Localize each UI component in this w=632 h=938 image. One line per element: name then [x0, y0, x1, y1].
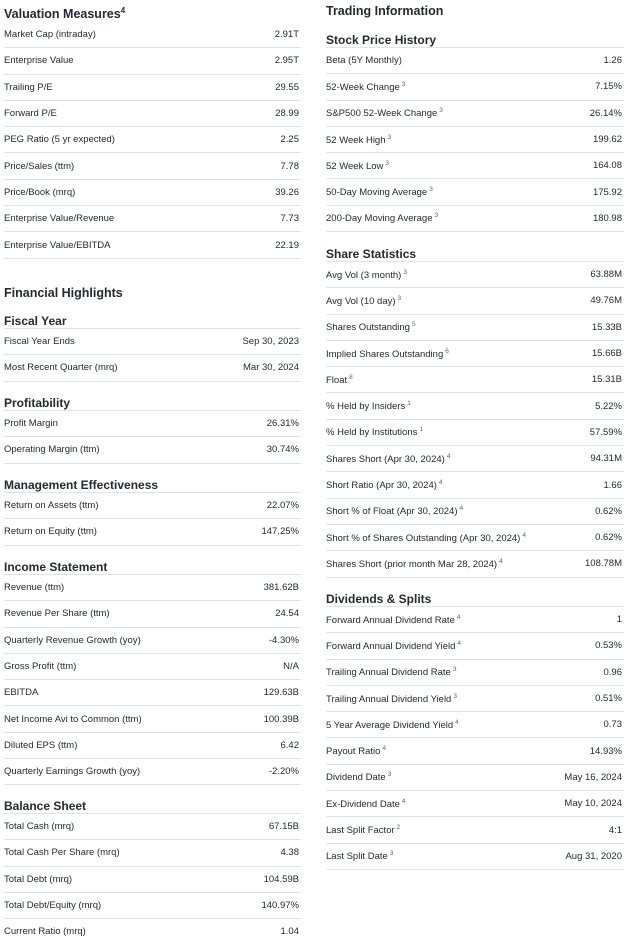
table-row	[4, 101, 301, 127]
table-row	[4, 654, 301, 680]
table-row	[326, 341, 624, 367]
table-row	[4, 893, 301, 919]
table-row	[4, 601, 301, 627]
table-row	[326, 179, 624, 205]
footnote-marker: 3	[403, 268, 407, 276]
row-label: Quarterly Revenue Growth (yoy)	[4, 634, 141, 646]
row-value: 15.31B	[591, 374, 622, 386]
row-label: Trailing P/E	[4, 81, 53, 93]
row-value: 28.99	[275, 108, 299, 120]
table-row	[326, 844, 624, 870]
row-label: Trailing Annual Dividend Rate $^3$	[326, 666, 457, 679]
row-label: Short Ratio (Apr 30, 2024) $^4$	[326, 479, 443, 492]
row-value: 1.66	[603, 479, 622, 491]
management-title: Management Effectiveness	[4, 475, 301, 493]
row-value: 1.26	[603, 55, 622, 67]
row-value: 2.95T	[274, 55, 299, 67]
footnote-marker: 4	[401, 797, 406, 805]
row-label: Implied Shares Outstanding $^6$	[326, 347, 449, 360]
row-label: Price/Book (mrq)	[4, 186, 76, 198]
row-value: 30.74%	[266, 444, 299, 456]
fiscal-year-table	[4, 329, 301, 382]
footnote-marker: 3	[453, 692, 457, 700]
share-stats-table	[326, 262, 624, 578]
table-row	[4, 180, 301, 206]
row-label: Payout Ratio $^4$	[326, 745, 387, 758]
row-label: Total Debt (mrq)	[4, 873, 73, 885]
table-row	[4, 680, 301, 706]
footnote-marker: 3	[389, 850, 394, 858]
income-title: Income Statement	[4, 557, 301, 575]
table-row	[4, 706, 301, 732]
row-label: Short % of Shares Outstanding (Apr 30, 2024) $^4$	[326, 531, 526, 544]
valuation-table	[4, 22, 301, 259]
row-label: Dividend Date $^3$	[326, 771, 392, 784]
row-value: 0.53%	[595, 640, 622, 652]
table-row	[326, 74, 624, 100]
row-value: N/A	[283, 661, 299, 673]
profitability-section	[4, 393, 301, 464]
row-label: Last Split Date $^3$	[326, 850, 394, 863]
row-label: % Held by Institutions $^1$	[326, 426, 423, 439]
row-label: Avg Vol (10 day) $^3$	[326, 294, 402, 307]
row-label: Ex-Dividend Date $^4$	[326, 797, 406, 810]
row-label: PEG Ratio (5 yr expected)	[4, 134, 115, 146]
row-label: 5 Year Average Dividend Yield $^4$	[326, 718, 459, 731]
footnote-marker: 4	[499, 557, 503, 565]
table-row	[326, 633, 624, 659]
table-row	[326, 420, 624, 446]
row-label: Shares Outstanding $^5$	[326, 321, 416, 334]
table-row	[4, 329, 301, 355]
row-value: 2.25	[280, 134, 299, 146]
table-row	[4, 75, 301, 101]
footnote-marker: 3	[434, 212, 439, 220]
footnote-marker: 4	[457, 639, 462, 647]
row-value: -2.20%	[268, 766, 299, 778]
footnote-marker: 3	[397, 294, 402, 302]
table-row	[326, 686, 624, 712]
row-value: 104.59B	[263, 873, 299, 885]
footnote-marker: 4	[522, 531, 526, 539]
share-stats-section	[326, 244, 624, 578]
row-value: 180.98	[592, 212, 622, 224]
row-label: Beta (5Y Monthly)	[326, 55, 402, 67]
row-label: Diluted EPS (ttm)	[4, 739, 78, 751]
income-table	[4, 575, 301, 785]
table-row	[4, 919, 301, 938]
table-row	[326, 101, 624, 127]
table-row	[4, 628, 301, 654]
management-section	[4, 475, 301, 546]
row-label: Total Cash Per Share (mrq)	[4, 847, 120, 859]
valuation-section	[4, 0, 301, 259]
row-label: Fiscal Year Ends	[4, 336, 75, 348]
management-table	[4, 493, 301, 546]
row-label: 52 Week Low $^3$	[326, 159, 390, 172]
row-value: 63.88M	[590, 269, 622, 281]
footnote-marker: 3	[387, 133, 392, 141]
table-row	[326, 551, 624, 577]
table-row	[4, 519, 301, 545]
row-label: Float $^8$	[326, 373, 353, 386]
row-value: 22.07%	[266, 500, 299, 512]
row-value: 140.97%	[261, 900, 299, 912]
row-label: Most Recent Quarter (mrq)	[4, 362, 118, 374]
footnote-marker: 8	[349, 373, 353, 381]
row-value: 14.93%	[589, 745, 622, 757]
row-value: -4.30%	[268, 634, 299, 646]
row-value: May 10, 2024	[564, 798, 622, 810]
row-value: 6.42	[280, 739, 299, 751]
row-label: EBITDA	[4, 687, 39, 699]
footnote-marker: 4	[455, 718, 459, 726]
row-value: 57.59%	[589, 426, 622, 438]
table-row	[326, 153, 624, 179]
dividends-table	[326, 607, 624, 870]
table-row	[4, 867, 301, 893]
row-label: 52-Week Change $^3$	[326, 80, 406, 93]
row-label: Quarterly Earnings Growth (yoy)	[4, 766, 141, 778]
table-row	[326, 48, 624, 74]
table-row	[4, 206, 301, 232]
row-value: 15.66B	[591, 348, 622, 360]
table-row	[4, 232, 301, 258]
row-value: 129.63B	[263, 687, 299, 699]
row-label: Gross Profit (ttm)	[4, 661, 77, 673]
row-value: 49.76M	[590, 295, 622, 307]
table-row	[4, 48, 301, 74]
footnote-marker: 4	[438, 479, 443, 487]
row-value: 147.25%	[261, 526, 299, 538]
table-row	[4, 814, 301, 840]
row-value: 0.73	[603, 719, 622, 731]
financial-highlights-title: Financial Highlights	[4, 286, 123, 300]
footnote-marker: 3	[429, 186, 433, 194]
row-label: Shares Short (Apr 30, 2024) $^4$	[326, 452, 451, 465]
dividends-title: Dividends & Splits	[326, 589, 624, 607]
row-label: Forward Annual Dividend Yield $^4$	[326, 639, 462, 652]
row-value: 39.26	[275, 186, 299, 198]
valuation-title: Valuation Measures$^4$	[4, 6, 126, 21]
table-row	[4, 411, 301, 437]
row-value: 381.62B	[263, 582, 299, 594]
footnote-marker: 4	[456, 613, 461, 621]
table-row	[4, 355, 301, 381]
balance-title: Balance Sheet	[4, 796, 301, 814]
row-value: 1.04	[280, 926, 299, 938]
row-label: % Held by Insiders $^1$	[326, 400, 411, 413]
balance-section	[4, 796, 301, 938]
income-section	[4, 557, 301, 785]
profitability-table	[4, 411, 301, 464]
profitability-title: Profitability	[4, 393, 301, 411]
row-label: Shares Short (prior month Mar 28, 2024) $^4$	[326, 557, 503, 570]
table-row	[326, 712, 624, 738]
footnote-marker: 4	[459, 505, 464, 513]
row-value: 94.31M	[590, 453, 622, 465]
row-label: S&P500 52-Week Change $^3$	[326, 107, 443, 120]
row-value: 5.22%	[595, 400, 622, 412]
row-value: 7.15%	[595, 81, 622, 93]
row-value: 29.55	[275, 81, 299, 93]
table-row	[4, 733, 301, 759]
row-value: 0.96	[603, 666, 622, 678]
table-row	[326, 791, 624, 817]
row-label: Return on Assets (ttm)	[4, 500, 99, 512]
row-label: Operating Margin (ttm)	[4, 444, 100, 456]
footnote-marker: 3	[452, 666, 457, 674]
row-label: Enterprise Value/Revenue	[4, 213, 115, 225]
row-value: 4.38	[280, 847, 299, 859]
row-label: Total Cash (mrq)	[4, 821, 75, 833]
row-label: Total Debt/Equity (mrq)	[4, 900, 102, 912]
table-row	[326, 127, 624, 153]
balance-table	[4, 814, 301, 938]
table-row	[326, 393, 624, 419]
row-label: Short % of Float (Apr 30, 2024) $^4$	[326, 505, 464, 518]
row-value: 175.92	[592, 186, 622, 198]
row-label: Profit Margin	[4, 418, 58, 430]
dividends-section	[326, 589, 624, 870]
table-row	[326, 499, 624, 525]
row-value: Sep 30, 2023	[242, 336, 299, 348]
stock-price-section	[326, 30, 624, 232]
trading-title: Trading Information	[326, 4, 444, 18]
table-row	[326, 738, 624, 764]
row-label: Trailing Annual Dividend Yield $^3$	[326, 692, 457, 705]
row-value: 164.08	[592, 160, 622, 172]
table-row	[326, 607, 624, 633]
row-label: 52 Week High $^3$	[326, 133, 392, 146]
row-value: 26.14%	[589, 107, 622, 119]
stock-price-table	[326, 48, 624, 232]
row-value: 0.62%	[595, 532, 622, 544]
table-row	[326, 206, 624, 232]
table-row	[4, 437, 301, 463]
table-row	[326, 315, 624, 341]
row-label: Avg Vol (3 month) $^3$	[326, 268, 407, 281]
row-label: Forward Annual Dividend Rate $^4$	[326, 613, 461, 626]
row-value: 15.33B	[591, 321, 622, 333]
row-value: Aug 31, 2020	[565, 850, 622, 862]
row-value: 24.54	[275, 608, 299, 620]
table-row	[4, 575, 301, 601]
table-row	[326, 367, 624, 393]
row-value: 67.15B	[268, 821, 299, 833]
stock-price-title: Stock Price History	[326, 30, 624, 48]
row-value: 1	[616, 614, 622, 626]
row-value: 26.31%	[266, 418, 299, 430]
row-label: Current Ratio (mrq)	[4, 926, 86, 938]
row-value: 7.73	[280, 213, 299, 225]
row-value: May 16, 2024	[564, 771, 622, 783]
table-row	[4, 153, 301, 179]
row-value: 199.62	[592, 134, 622, 146]
table-row	[326, 472, 624, 498]
table-row	[326, 817, 624, 843]
row-label: Revenue Per Share (ttm)	[4, 608, 110, 620]
row-value: 2.91T	[274, 29, 299, 41]
row-value: 0.51%	[595, 693, 622, 705]
table-row	[326, 525, 624, 551]
row-label: 200-Day Moving Average $^3$	[326, 212, 439, 225]
footnote-marker: 3	[385, 159, 390, 167]
row-label: Last Split Factor $^2$	[326, 824, 401, 837]
table-row	[326, 446, 624, 472]
table-row	[4, 127, 301, 153]
row-label: Return on Equity (ttm)	[4, 526, 97, 538]
table-row	[326, 660, 624, 686]
table-row	[326, 765, 624, 791]
row-label: Enterprise Value	[4, 55, 74, 67]
footnote-marker: 6	[445, 347, 449, 355]
row-label: Enterprise Value/EBITDA	[4, 239, 111, 251]
table-row	[4, 493, 301, 519]
table-row	[326, 288, 624, 314]
footnote-marker: 3	[439, 107, 443, 115]
row-value: 108.78M	[585, 558, 622, 570]
footnote-marker: 4	[382, 745, 387, 753]
footnote-marker: 3	[401, 80, 406, 88]
row-value: 22.19	[275, 239, 299, 251]
table-row	[326, 262, 624, 288]
footnote-marker: 3	[387, 771, 392, 779]
row-label: 50-Day Moving Average $^3$	[326, 186, 433, 199]
footnote-marker: 1	[419, 426, 423, 434]
row-label: Price/Sales (ttm)	[4, 160, 75, 172]
footnote-marker: 5	[411, 321, 416, 329]
row-value: 4:1	[608, 824, 622, 836]
footnote-marker: 1	[407, 400, 411, 408]
footnote-marker: 2	[396, 824, 401, 832]
footnote-marker: 4	[446, 452, 451, 460]
row-label: Net Income Avi to Common (ttm)	[4, 713, 142, 725]
share-stats-title: Share Statistics	[326, 244, 624, 262]
table-row	[4, 840, 301, 866]
fiscal-year-title: Fiscal Year	[4, 311, 301, 329]
row-label: Market Cap (intraday)	[4, 29, 96, 41]
table-row	[4, 759, 301, 785]
row-value: 0.62%	[595, 505, 622, 517]
row-value: 100.39B	[263, 713, 299, 725]
row-value: Mar 30, 2024	[243, 362, 299, 374]
fiscal-year-section	[4, 311, 301, 382]
row-value: 7.78	[280, 160, 299, 172]
row-label: Revenue (ttm)	[4, 582, 65, 594]
table-row	[4, 22, 301, 48]
row-label: Forward P/E	[4, 108, 57, 120]
